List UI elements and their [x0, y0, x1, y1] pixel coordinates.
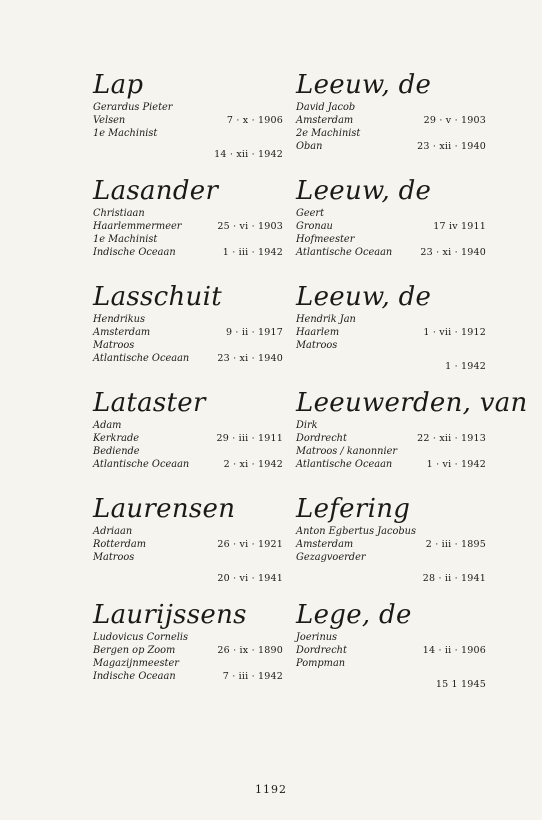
given-names-line	[93, 631, 283, 644]
birth-place: Gronau	[296, 221, 333, 232]
birth-line	[93, 326, 283, 339]
surname: Leeuw, de	[296, 282, 432, 312]
birth-place: Velsen	[93, 115, 126, 126]
surname: Lataster	[93, 388, 206, 418]
birth-line	[93, 432, 283, 445]
rank: Bediende	[93, 446, 140, 457]
birth-place: Bergen op Zoom	[93, 645, 176, 656]
death-place: Oban	[296, 141, 323, 152]
birth-date: 26 · ix · 1890	[217, 645, 283, 656]
death-place: Atlantische Oceaan	[93, 353, 190, 364]
surname: Leeuw, de	[296, 176, 432, 206]
rank: Matroos	[296, 340, 338, 351]
given-names: Adriaan	[93, 526, 133, 537]
death-date: 7 · iii · 1942	[222, 671, 283, 682]
death-date: 2 · xi · 1942	[223, 459, 283, 470]
birth-line	[93, 114, 283, 127]
birth-date: 14 · ii · 1906	[422, 645, 486, 656]
death-date: 1 · vi · 1942	[426, 459, 486, 470]
surname: Lege, de	[296, 600, 412, 630]
birth-line	[296, 432, 486, 445]
birth-line	[296, 644, 486, 657]
rank-line	[296, 127, 486, 140]
death-line	[296, 246, 486, 259]
birth-place: Haarlemmermeer	[93, 221, 182, 232]
given-names-line	[93, 419, 283, 432]
birth-place: Dordrecht	[296, 645, 347, 656]
birth-date: 29 · v · 1903	[423, 115, 486, 126]
given-names: Christiaan	[93, 208, 145, 219]
rank: 1e Machinist	[93, 128, 158, 139]
death-date: 1 · 1942	[445, 361, 486, 372]
entry-lege	[296, 600, 486, 706]
entry-lasander	[93, 176, 283, 282]
given-names: Gerardus Pieter	[93, 102, 173, 113]
rank: Hofmeester	[296, 234, 355, 245]
rank: Gezagvoerder	[296, 552, 366, 563]
given-names: Geert	[296, 208, 325, 219]
given-names: Hendrikus	[93, 314, 146, 325]
surname: Laurijssens	[93, 600, 247, 630]
rank-line	[93, 233, 283, 246]
rank-line	[296, 233, 486, 246]
death-line	[296, 678, 486, 691]
given-names-line	[93, 525, 283, 538]
birth-date: 17 iv 1911	[433, 221, 486, 232]
entry-lap	[93, 70, 283, 176]
entry-lefering	[296, 494, 486, 600]
death-line	[93, 148, 283, 161]
entry-leeuwerden	[296, 388, 528, 494]
death-date: 23 · xi · 1940	[420, 247, 486, 258]
birth-place: Amsterdam	[296, 115, 354, 126]
birth-line	[296, 326, 486, 339]
birth-place: Dordrecht	[296, 433, 347, 444]
right-column	[296, 70, 528, 706]
death-place: Atlantische Oceaan	[93, 459, 190, 470]
surname: Lefering	[296, 494, 411, 524]
given-names-line	[296, 101, 486, 114]
surname: Lap	[93, 70, 144, 100]
death-line	[93, 670, 283, 683]
death-line	[296, 572, 486, 585]
death-date: 20 · vi · 1941	[217, 573, 283, 584]
given-names: Adam	[93, 420, 122, 431]
death-place: Indische Oceaan	[93, 247, 176, 258]
rank-line	[296, 657, 486, 670]
left-column	[93, 70, 283, 706]
death-date: 1 · iii · 1942	[222, 247, 283, 258]
birth-date: 26 · vi · 1921	[217, 539, 283, 550]
rank: Matroos	[93, 552, 135, 563]
given-names: Anton Egbertus Jacobus	[296, 526, 416, 537]
death-line	[93, 458, 283, 471]
death-line	[296, 360, 486, 373]
rank: Magazijnmeester	[93, 658, 179, 669]
rank-line	[296, 551, 486, 564]
birth-place: Haarlem	[296, 327, 340, 338]
given-names: Joerinus	[296, 632, 338, 643]
death-place: Atlantische Oceaan	[296, 247, 393, 258]
given-names-line	[296, 525, 486, 538]
death-place: Atlantische Oceaan	[296, 459, 393, 470]
rank-line	[93, 657, 283, 670]
birth-line	[296, 114, 486, 127]
rank: 2e Machinist	[296, 128, 361, 139]
death-date: 23 · xii · 1940	[417, 141, 486, 152]
given-names-line	[296, 419, 486, 432]
death-line	[93, 246, 283, 259]
surname: Lasander	[93, 176, 219, 206]
birth-line	[296, 220, 486, 233]
birth-date: 9 · ii · 1917	[225, 327, 283, 338]
entry-leeuw-hendrik	[296, 282, 486, 388]
birth-date: 2 · iii · 1895	[425, 539, 486, 550]
rank-line	[93, 551, 283, 564]
rank-line	[296, 339, 486, 352]
birth-date: 29 · iii · 1911	[216, 433, 283, 444]
rank: Matroos	[93, 340, 135, 351]
given-names-line	[296, 207, 486, 220]
birth-line	[93, 220, 283, 233]
given-names: Hendrik Jan	[296, 314, 356, 325]
entry-lataster	[93, 388, 283, 494]
surname: Laurensen	[93, 494, 236, 524]
death-place: Indische Oceaan	[93, 671, 176, 682]
birth-date: 25 · vi · 1903	[217, 221, 283, 232]
entry-lasschuit	[93, 282, 283, 388]
given-names: Ludovicus Cornelis	[93, 632, 189, 643]
rank: Pompman	[296, 658, 346, 669]
birth-line	[93, 644, 283, 657]
rank-line	[296, 445, 486, 458]
given-names-line	[93, 207, 283, 220]
page-number: 1192	[255, 783, 287, 796]
given-names-line	[296, 631, 486, 644]
entry-laurensen	[93, 494, 283, 600]
surname: Leeuw, de	[296, 70, 432, 100]
given-names: Dirk	[296, 420, 318, 431]
death-date: 23 · xi · 1940	[217, 353, 283, 364]
given-names-line	[93, 313, 283, 326]
birth-place: Rotterdam	[93, 539, 147, 550]
given-names-line	[93, 101, 283, 114]
rank: 1e Machinist	[93, 234, 158, 245]
birth-date: 7 · x · 1906	[226, 115, 283, 126]
birth-date: 1 · vii · 1912	[423, 327, 486, 338]
rank-line	[93, 127, 283, 140]
rank: Matroos / kanonnier	[296, 446, 398, 457]
death-date: 14 · xii · 1942	[214, 149, 283, 160]
birth-line	[296, 538, 486, 551]
rank-line	[93, 339, 283, 352]
birth-line	[93, 538, 283, 551]
death-line	[296, 458, 486, 471]
entry-leeuw-geert	[296, 176, 486, 282]
given-names: David Jacob	[296, 102, 356, 113]
birth-place: Kerkrade	[93, 433, 140, 444]
death-date: 28 · ii · 1941	[422, 573, 486, 584]
death-line	[296, 140, 486, 153]
rank-line	[93, 445, 283, 458]
death-line	[93, 352, 283, 365]
entry-leeuw-david	[296, 70, 486, 176]
entry-laurijssens	[93, 600, 283, 706]
surname: Lasschuit	[93, 282, 222, 312]
given-names-line	[296, 313, 486, 326]
birth-place: Amsterdam	[296, 539, 354, 550]
death-line	[93, 572, 283, 585]
birth-date: 22 · xii · 1913	[417, 433, 486, 444]
surname: Leeuwerden, van	[296, 388, 528, 418]
birth-place: Amsterdam	[93, 327, 151, 338]
death-date: 15 1 1945	[435, 679, 486, 690]
